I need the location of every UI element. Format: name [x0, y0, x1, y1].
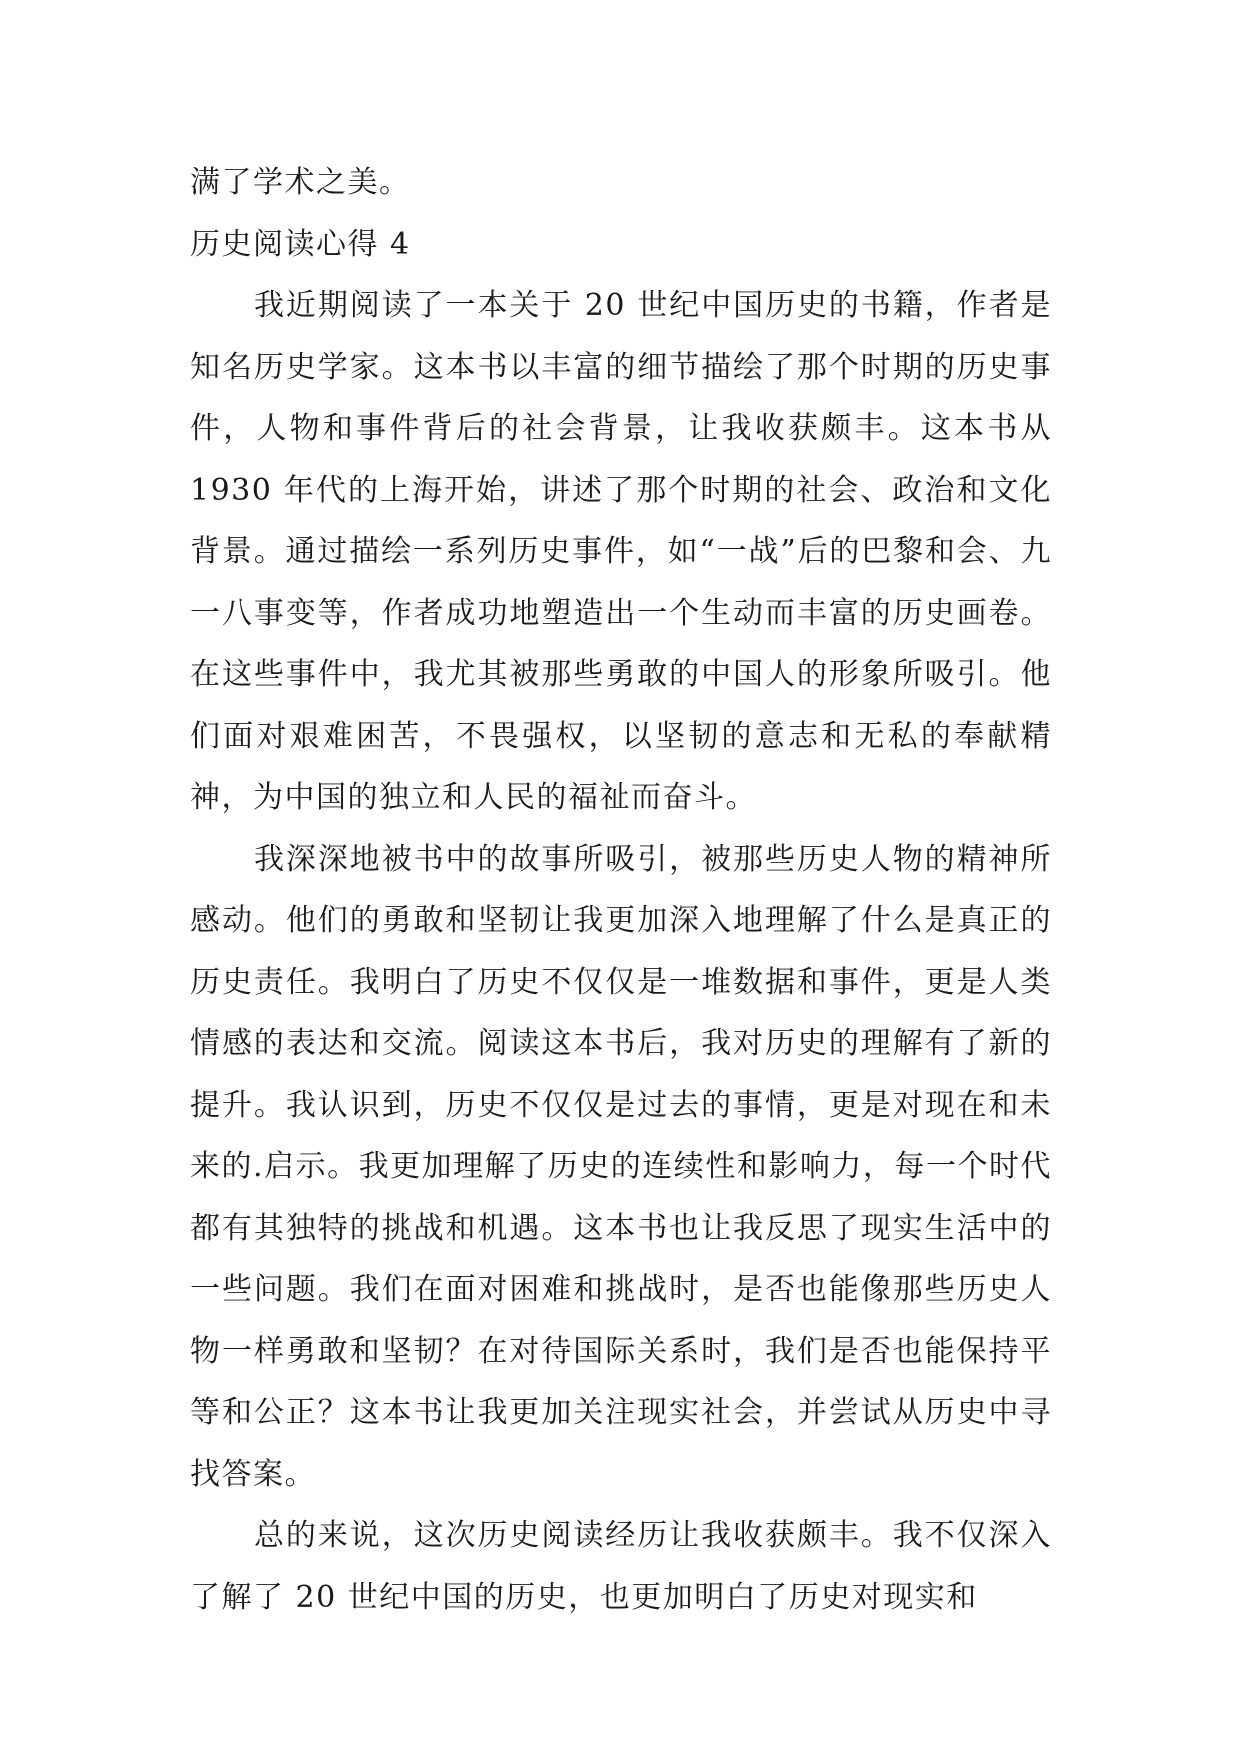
paragraph-2: 我深深地被书中的故事所吸引，被那些历史人物的精神所感动。他们的勇敢和坚韧让我更加深入地理解了什么是真正的历史责任。我明白了历史不仅仅是一堆数据和事件，更是人类情感的表达和交流。阅读这本书后，我对历史的理解有了新的提升。我认识到，历史不仅仅是过去的事情，更是对现在和未来的.启示。我更加理解了历史的连续性和影响力，每一个时代都有其独特的挑战和机遇。这本书也让我反思了现实生活中的一些问题。我们在面对困难和挑战时，是否也能像那些历史人物一样勇敢和坚韧？在对待国际关系时，我们是否也能保持平等和公正？这本书让我更加关注现实社会，并尝试从历史中寻找答案。	[190, 841, 1052, 1492]
continuation-text: 满了学术之美。	[190, 165, 411, 200]
paragraph-3: 总的来说，这次历史阅读经历让我收获颇丰。我不仅深入了解了 20 世纪中国的历史，也更加明白了历史对现实和	[190, 1518, 1052, 1615]
document-page	[190, 152, 1052, 1628]
paragraph-1: 我近期阅读了一本关于 20 世纪中国历史的书籍，作者是知名历史学家。这本书以丰富的细节描绘了那个时期的历史事件，人物和事件背后的社会背景，让我收获颇丰。这本书从 1930 年代的上海开始，讲述了那个时期的社会、政治和文化背景。通过描绘一系列历史事件，如“一战”后的巴黎和会、九一八事变等，作者成功地塑造出一个生动而丰富的历史画卷。在这些事件中，我尤其被那些勇敢的中国人的形象所吸引。他们面对艰难困苦，不畏强权，以坚韧的意志和无私的奉献精神，为中国的独立和人民的福祉而奋斗。	[190, 288, 1052, 815]
section-heading: 历史阅读心得 4	[190, 226, 411, 262]
